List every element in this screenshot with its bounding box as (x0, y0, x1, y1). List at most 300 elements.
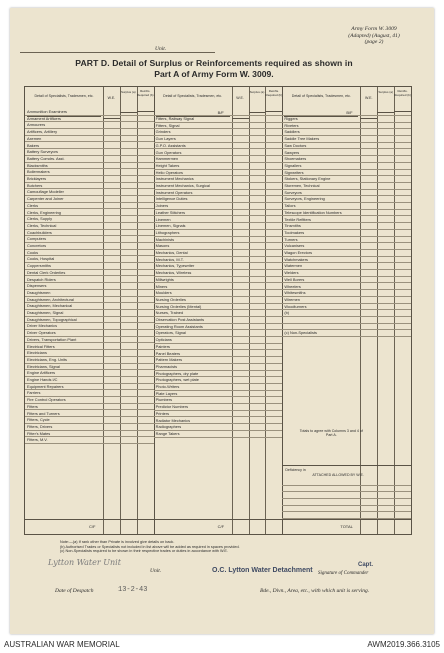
row-rule (360, 183, 411, 190)
table-row: Coppersmiths (25, 263, 103, 270)
table-row: Blacksmiths (25, 163, 103, 170)
table-row: Watchmakers (282, 257, 360, 264)
table-row: Textile Refitters (282, 217, 360, 224)
table-row: Fitter's Mates (25, 431, 103, 438)
row-rule (360, 150, 411, 157)
table-row: Cooks, Hospital (25, 256, 103, 263)
table-row: Surveyors (282, 190, 360, 197)
table-row: Electricians, Eng. Units (25, 357, 103, 364)
row-rule (103, 189, 154, 196)
row-rule (232, 183, 283, 190)
unit-label-bottom: Unit. (150, 568, 162, 574)
table-row (282, 317, 360, 324)
table-row: Height Takers (154, 163, 232, 170)
table-row: Welders (282, 270, 360, 277)
header-surplus: Surplus (a) (249, 87, 266, 113)
note-line2: (b) Authorised Trades or Specialists not included in list above will be added as required in spaces provided. (60, 544, 240, 549)
header-we: W.E. (103, 87, 120, 119)
table-row: Saw Doctors (282, 143, 360, 150)
table-row: Radiographers (154, 424, 232, 431)
row-rule (103, 156, 154, 163)
table-row: Ammunition Examiners (25, 109, 103, 116)
table-row: Clerks (25, 203, 103, 210)
table-row: Miners (154, 284, 232, 291)
row-rule (232, 391, 283, 398)
row-rule (232, 297, 283, 304)
attached-row (282, 492, 411, 499)
table-row: Whitesmiths (282, 290, 360, 297)
table-row: Range Takers (154, 431, 232, 438)
row-rule (103, 136, 154, 143)
table-row: Fitters, Signal (154, 123, 232, 130)
row-rule (232, 384, 283, 391)
row-rule (360, 310, 411, 317)
table-row: Computers (25, 236, 103, 243)
row-rule (103, 270, 154, 277)
table-row: Clerks, Engineering (25, 210, 103, 217)
row-rule (103, 344, 154, 351)
row-rule (232, 344, 283, 351)
carried-forward-label: C/F (217, 524, 225, 529)
row-rule (360, 290, 411, 297)
row-rule (232, 284, 283, 291)
table-row: Predictor Numbers (154, 404, 232, 411)
row-rule (232, 277, 283, 284)
table-row: Battery Surveyors (25, 149, 103, 156)
table-row: Bricklayers (25, 176, 103, 183)
table-row: Mechanics, Dental (154, 250, 232, 257)
row-rule (103, 243, 154, 250)
table-row: Toolmakers (282, 230, 360, 237)
table-row: Storemen, Technical (282, 183, 360, 190)
table-row: Radiator Mechanics (154, 418, 232, 425)
table-row: Concretors (25, 243, 103, 250)
table-row: Draughtsmen, Topographical (25, 317, 103, 324)
table-row: Mechanics, M.T. (154, 257, 232, 264)
table-row: Driver Mechanics (25, 323, 103, 330)
table-row: Pharmacists (154, 364, 232, 371)
row-rule (103, 350, 154, 357)
row-rule (360, 284, 411, 291)
row-rule (103, 203, 154, 210)
table-row: Fitters, M.V. (25, 437, 103, 444)
table-row: Photo-Writers (154, 384, 232, 391)
table-row: Engine Artificers (25, 370, 103, 377)
table-row: Dispensers (25, 283, 103, 290)
row-rule (232, 324, 283, 331)
table-row: (c) Non-Specialists (282, 330, 360, 337)
table-row: Nurses, Trained (154, 310, 232, 317)
table-row: Photographers, dry plate (154, 371, 232, 378)
table-row: Carpenter and Joiner (25, 196, 103, 203)
header-we: W.E. (360, 87, 377, 119)
table-row: Coachbuilders (25, 230, 103, 237)
table-row: Gun Operators (154, 150, 232, 157)
row-rule (360, 304, 411, 311)
row-rule (232, 176, 283, 183)
row-rule (103, 397, 154, 404)
table-row: Riveters (282, 123, 360, 130)
row-rule (360, 170, 411, 177)
row-rule (360, 230, 411, 237)
table-row: Fitters (25, 404, 103, 411)
row-rule (232, 203, 283, 210)
table-row: Moulders (154, 290, 232, 297)
row-rule (103, 263, 154, 270)
table-row: Intelligence Duties (154, 196, 232, 203)
table-row: Saddle Tree Makers (282, 136, 360, 143)
commander-stamp: O.C. Lytton Water Detachment (212, 567, 313, 574)
footer-left: AUSTRALIAN WAR MEMORIAL (4, 640, 120, 649)
row-rule (232, 237, 283, 244)
row-rule (103, 377, 154, 384)
table-row: Mechanics, Typewriter (154, 263, 232, 270)
cf-row-line (154, 519, 283, 520)
row-rule (103, 176, 154, 183)
signature-label: Signature of Commander (318, 571, 369, 576)
row-rule (360, 129, 411, 136)
table-row: Fitters, Railway Signal (154, 116, 232, 123)
row-rule (232, 330, 283, 337)
table-row: Draughtsmen, Mechanical (25, 303, 103, 310)
row-rule (103, 223, 154, 230)
table-row: Vulcanisers (282, 243, 360, 250)
table-row: Signallers (282, 163, 360, 170)
row-rule (232, 163, 283, 170)
table-row: Clerks, Technical (25, 223, 103, 230)
table-row: Surveyors, Engineering (282, 196, 360, 203)
row-rule (232, 129, 283, 136)
table-row: Masons (154, 243, 232, 250)
unit-label-top: Unit. (155, 46, 167, 52)
table-row: Battery Comdrs. Asst. (25, 156, 103, 163)
row-rule (103, 297, 154, 304)
row-rule (103, 169, 154, 176)
table-row: Fitters and Turners (25, 411, 103, 418)
header-description: Detail of Specialists, Tradesmen, etc. (284, 87, 358, 117)
totals-note: Totals to agree with Columns 3 and 4 of Part A. (299, 429, 363, 438)
table-row: Bakers (25, 143, 103, 150)
row-rule (232, 143, 283, 150)
row-rule (232, 210, 283, 217)
header-description: Detail of Specialists, Tradesmen, etc. (27, 87, 101, 117)
brought-forward-label: B/F (217, 110, 224, 115)
attached-rule-top (282, 465, 411, 466)
table-row: Engine Hands I/C (25, 377, 103, 384)
table-row: Armament Artificers (25, 116, 103, 123)
row-rule (103, 330, 154, 337)
row-rule (360, 156, 411, 163)
attached-row (282, 486, 411, 493)
header-reinforcements: Reinfts. Required (b) (137, 87, 154, 112)
table-row: Tailors (282, 203, 360, 210)
attached-row (282, 499, 411, 506)
table-row: Draughtsmen, Architectural (25, 297, 103, 304)
footer-right: AWM2019.366.3105 (367, 640, 440, 649)
header-reinforcements: Reinfts. Required (b) (394, 87, 411, 112)
row-rule (103, 277, 154, 284)
table-row: Painters (154, 344, 232, 351)
row-rule (232, 250, 283, 257)
row-rule (103, 109, 154, 116)
row-rule (232, 263, 283, 270)
table-row: Camouflage Modeller (25, 189, 103, 196)
row-rule (103, 163, 154, 170)
row-rule (232, 270, 283, 277)
table-row: Draughtsmen (25, 290, 103, 297)
table-row: Axemen (25, 136, 103, 143)
table-row: Wiremen (282, 297, 360, 304)
table-row: Shoemakers (282, 156, 360, 163)
table-row: Armourers (25, 122, 103, 129)
form-ref-line2: (Adapted) (August, 41) (348, 32, 400, 39)
table-row: Farriers (25, 390, 103, 397)
row-rule (232, 418, 283, 425)
attached-row (282, 479, 411, 486)
table-row: Woodturners (282, 304, 360, 311)
row-rule (360, 190, 411, 197)
row-rule (103, 143, 154, 150)
row-rule (103, 149, 154, 156)
table-row: Saddlers (282, 129, 360, 136)
row-rule (232, 116, 283, 123)
table-row: Pattern Makers (154, 357, 232, 364)
row-rule (103, 183, 154, 190)
row-rule (232, 404, 283, 411)
note-line3: (c) Non-Specialists required to be shown in their respective trades or duties in accordance with W.E. (60, 549, 228, 554)
row-rule (232, 397, 283, 404)
row-rule (103, 364, 154, 371)
row-rule (103, 129, 154, 136)
row-rule (360, 237, 411, 244)
row-rule (103, 116, 154, 123)
row-rule (103, 370, 154, 377)
table-row: Linemen, Signals (154, 223, 232, 230)
row-rule (103, 417, 154, 424)
table-row: Fire Control Operators (25, 397, 103, 404)
note-line1: Note:—(a) If rank other than Private is involved give details on back. (60, 540, 175, 544)
row-rule (232, 357, 283, 364)
row-rule (360, 210, 411, 217)
row-rule (232, 230, 283, 237)
row-rule (103, 196, 154, 203)
row-rule (232, 371, 283, 378)
row-rule (360, 136, 411, 143)
row-rule (232, 431, 283, 438)
row-rule (232, 317, 283, 324)
row-rule (232, 424, 283, 431)
table-row: Plate Layers (154, 391, 232, 398)
row-rule (360, 196, 411, 203)
table-row: Electricians (25, 350, 103, 357)
table-row: Printers (154, 411, 232, 418)
row-rule (360, 223, 411, 230)
table-row: Lithographers (154, 230, 232, 237)
row-rule (360, 270, 411, 277)
row-rule (232, 190, 283, 197)
table-row (282, 324, 360, 331)
table-row: Fitters, Drivers (25, 424, 103, 431)
table-row: Instrument Operators (154, 190, 232, 197)
table-row: Opticians (154, 337, 232, 344)
form-reference (334, 26, 414, 46)
row-rule (232, 351, 283, 358)
row-rule (360, 257, 411, 264)
row-rule (232, 257, 283, 264)
row-rule (360, 243, 411, 250)
row-rule (103, 210, 154, 217)
table-row: Artificers, Artillery (25, 129, 103, 136)
deficiency-label: Deficiency in (285, 468, 306, 472)
row-rule (232, 223, 283, 230)
table-row: Electrical Fitters (25, 344, 103, 351)
row-rule (232, 411, 283, 418)
table-row: Clerks, Supply (25, 216, 103, 223)
carried-forward-label: C/F (89, 524, 96, 529)
rank-capt: Capt. (358, 562, 373, 568)
row-rule (103, 303, 154, 310)
row-rule (103, 250, 154, 257)
row-rule (360, 330, 411, 337)
header-reinforcements: Reinfts. Required (b) (265, 87, 282, 112)
row-rule (103, 256, 154, 263)
row-rule (103, 337, 154, 344)
row-rule (232, 170, 283, 177)
total-label: TOTAL (340, 524, 353, 529)
row-rule (360, 324, 411, 331)
row-rule (232, 290, 283, 297)
header-surplus: Surplus (a) (377, 87, 394, 113)
row-rule (103, 283, 154, 290)
row-rule (232, 150, 283, 157)
row-rule (360, 116, 411, 123)
row-rule (360, 250, 411, 257)
table-row: Riggers (282, 116, 360, 123)
table-row: Nursing Orderlies (Mental) (154, 304, 232, 311)
row-rule (103, 390, 154, 397)
table-row: Operators, Signal (154, 330, 232, 337)
table-row: Gun Layers (154, 136, 232, 143)
table-row: Tinsmiths (282, 223, 360, 230)
table-row: Observation Post Assistants (154, 317, 232, 324)
table-row: Well Borers (282, 277, 360, 284)
table-row: Helio Operators (154, 170, 232, 177)
attached-row (282, 506, 411, 513)
table-row: Cooks (25, 250, 103, 257)
cf-row-line (25, 519, 154, 520)
row-rule (103, 404, 154, 411)
row-rule (103, 424, 154, 431)
table-row: Stokers, Stationary Engine (282, 176, 360, 183)
table-row: Watermen (282, 263, 360, 270)
header-surplus: Surplus (a) (120, 87, 137, 113)
table-row: Panel Beaters (154, 351, 232, 358)
table-row: Plumbers (154, 397, 232, 404)
table-row: Signwriters (282, 170, 360, 177)
row-rule (360, 123, 411, 130)
row-rule (232, 243, 283, 250)
table-row: Draughtsmen, Signal (25, 310, 103, 317)
row-rule (360, 176, 411, 183)
row-rule (360, 297, 411, 304)
table-row: Joiners (154, 203, 232, 210)
table-row: Drivers, Transportation Plant (25, 337, 103, 344)
row-rule (232, 196, 283, 203)
row-rule (103, 310, 154, 317)
table-row: Telescope Identification Numbers (282, 210, 360, 217)
row-rule (232, 156, 283, 163)
header-description: Detail of Specialists, Tradesmen, etc. (156, 87, 230, 117)
row-rule (103, 357, 154, 364)
row-rule (360, 143, 411, 150)
row-rule (360, 277, 411, 284)
table-row: Operating Room Assistants (154, 324, 232, 331)
table-row: Millwrights (154, 277, 232, 284)
bf-row-line (154, 109, 283, 116)
header-we: W.E. (232, 87, 249, 119)
row-rule (232, 123, 283, 130)
table-row: Fitters, Cycle (25, 417, 103, 424)
table-row: Sawyers (282, 150, 360, 157)
row-rule (103, 216, 154, 223)
table-row: Dental Clerk Orderlies (25, 270, 103, 277)
row-rule (232, 217, 283, 224)
date-of-despatch-label: Date of Despatch (55, 588, 94, 594)
table-row: Butchers (25, 183, 103, 190)
table-row: (b) (282, 310, 360, 317)
row-rule (103, 236, 154, 243)
form-ref-line1: Army Form W. 3009 (351, 26, 397, 32)
table-row: Hammermen (154, 156, 232, 163)
row-rule (360, 217, 411, 224)
attached-row (282, 513, 411, 520)
row-rule (103, 384, 154, 391)
table-row: Instrument Mechanics, Surgical (154, 183, 232, 190)
row-rule (360, 203, 411, 210)
handwritten-unit: Lytton Water Unit (48, 558, 121, 567)
row-rule (232, 136, 283, 143)
row-rule (103, 437, 154, 444)
row-rule (360, 317, 411, 324)
table-row: G.P.O. Assistants (154, 143, 232, 150)
form-title-line2: Part A of Army Form W. 3009. (154, 69, 274, 79)
row-rule (232, 310, 283, 317)
bf-row-line (282, 109, 411, 116)
attached-allowed-label: ATTACHED ALLOWED BY W.E. (312, 473, 364, 477)
row-rule (232, 377, 283, 384)
form-ref-line3: (page 2) (364, 39, 384, 46)
table-row: Grinders (154, 129, 232, 136)
table-row: Despatch Riders (25, 277, 103, 284)
table-row: Machinists (154, 237, 232, 244)
table-row: Electricians, Signal (25, 364, 103, 371)
date-of-despatch-value: 13-2-43 (118, 586, 148, 594)
table-row: Photographers, wet plate (154, 377, 232, 384)
table-row: Mechanics, Wireless (154, 270, 232, 277)
specialists-table (24, 86, 412, 535)
row-rule (232, 337, 283, 344)
row-rule (232, 364, 283, 371)
table-row: Turners (282, 237, 360, 244)
form-title-line1: PART D. Detail of Surplus or Reinforcements required as shown in (75, 58, 353, 68)
brought-forward-label: B/F (346, 110, 353, 115)
bde-label: Bde., Divn., Area, etc., with which unit is serving. (260, 588, 370, 594)
table-row: Instrument Mechanics (154, 176, 232, 183)
row-rule (103, 323, 154, 330)
table-row: Equipment Repairers (25, 384, 103, 391)
table-row: Leather Stitchers (154, 210, 232, 217)
table-row: Driver Operators (25, 330, 103, 337)
